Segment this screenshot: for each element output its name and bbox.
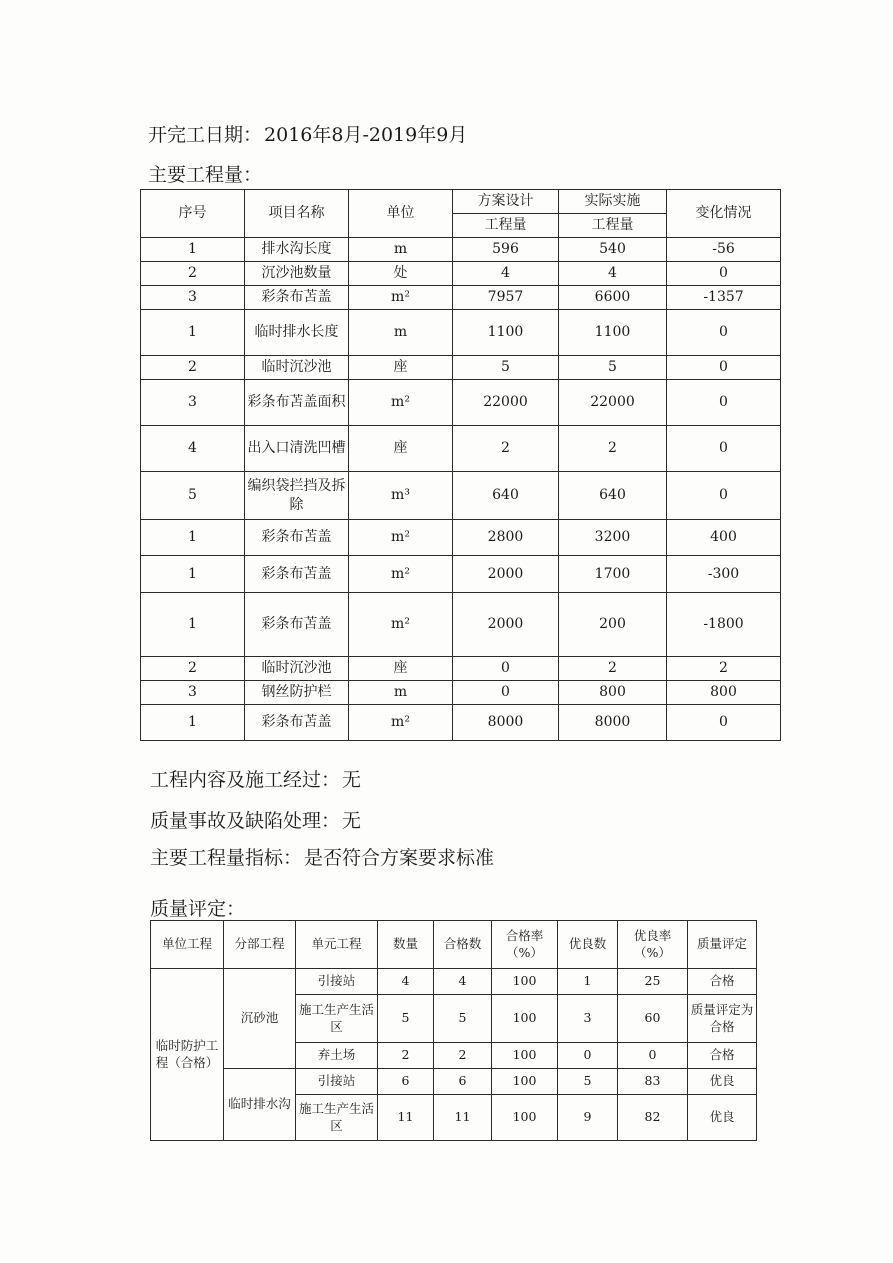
cell-seq: 1 xyxy=(141,705,245,741)
indicator-label: 主要工程量指标： xyxy=(150,847,303,869)
table-row xyxy=(141,426,781,472)
cell-name: 临时沉沙池 xyxy=(245,356,349,380)
header-design-bottom: 工程量 xyxy=(453,214,559,238)
table-row xyxy=(141,705,781,741)
cell-change: -1357 xyxy=(667,286,781,310)
work-dates-value: 2016年8月-2019年9月 xyxy=(264,124,468,146)
cell-actual: 4 xyxy=(559,262,667,286)
cell-change: 0 xyxy=(667,426,781,472)
cell-count: 11 xyxy=(378,1095,434,1141)
table-row xyxy=(141,380,781,426)
table-row xyxy=(141,593,781,657)
cell-exc-rate: 82 xyxy=(618,1095,688,1141)
cell-design: 0 xyxy=(453,681,559,705)
cell-seq: 2 xyxy=(141,657,245,681)
cell-count: 2 xyxy=(378,1043,434,1069)
cell-name: 临时沉沙池 xyxy=(245,657,349,681)
header-seq: 序号 xyxy=(141,190,245,238)
cell-name: 彩条布苫盖面积 xyxy=(245,380,349,426)
cell-actual: 2 xyxy=(559,426,667,472)
table-row xyxy=(141,472,781,520)
cell-seq: 1 xyxy=(141,310,245,356)
quantities-table xyxy=(140,189,781,741)
cell-unit: m xyxy=(349,681,453,705)
table-row xyxy=(141,310,781,356)
cell-qualified: 4 xyxy=(434,969,492,995)
cell-exc-rate: 60 xyxy=(618,995,688,1043)
q-header-qual-rate: 合格率（%） xyxy=(492,921,558,969)
q-header-exc-rate: 优良率（%） xyxy=(618,921,688,969)
q-header-element: 单元工程 xyxy=(296,921,378,969)
cell-qualified: 2 xyxy=(434,1043,492,1069)
cell-name: 彩条布苫盖 xyxy=(245,705,349,741)
table-row xyxy=(141,520,781,556)
cell-rating: 质量评定为合格 xyxy=(688,995,757,1043)
q-header-count: 数量 xyxy=(378,921,434,969)
cell-unit: 处 xyxy=(349,262,453,286)
cell-qual-rate: 100 xyxy=(492,1069,558,1095)
cell-design: 2 xyxy=(453,426,559,472)
cell-qualified: 5 xyxy=(434,995,492,1043)
cell-change: -300 xyxy=(667,556,781,593)
content-label: 工程内容及施工经过： xyxy=(150,769,341,791)
cell-count: 6 xyxy=(378,1069,434,1095)
table-row xyxy=(141,262,781,286)
cell-unit: m xyxy=(349,310,453,356)
cell-design: 1100 xyxy=(453,310,559,356)
quality-heading: 质量评定： xyxy=(150,898,246,920)
cell-design: 5 xyxy=(453,356,559,380)
cell-name: 临时排水长度 xyxy=(245,310,349,356)
cell-element: 弃土场 xyxy=(296,1043,378,1069)
cell-seq: 1 xyxy=(141,556,245,593)
cell-name: 排水沟长度 xyxy=(245,238,349,262)
cell-design: 2000 xyxy=(453,593,559,657)
cell-seq: 1 xyxy=(141,520,245,556)
header-actual-bottom: 工程量 xyxy=(559,214,667,238)
cell-seq: 4 xyxy=(141,426,245,472)
q-header-unit-project: 单位工程 xyxy=(151,921,224,969)
cell-design: 596 xyxy=(453,238,559,262)
cell-name: 出入口清洗凹槽 xyxy=(245,426,349,472)
table-row xyxy=(151,1069,757,1095)
cell-qual-rate: 100 xyxy=(492,1043,558,1069)
quantities-heading: 主要工程量： xyxy=(148,164,263,186)
header-unit: 单位 xyxy=(349,190,453,238)
cell-unit: m³ xyxy=(349,472,453,520)
quantities-table-body xyxy=(141,238,781,741)
header-name: 项目名称 xyxy=(245,190,349,238)
cell-seq: 1 xyxy=(141,238,245,262)
content-line xyxy=(150,765,361,792)
defects-label: 质量事故及缺陷处理： xyxy=(150,810,341,832)
cell-change: 2 xyxy=(667,657,781,681)
work-dates xyxy=(148,120,467,147)
header-design-top: 方案设计 xyxy=(453,190,559,214)
cell-unit: 座 xyxy=(349,426,453,472)
q-header-qualified: 合格数 xyxy=(434,921,492,969)
cell-actual: 5 xyxy=(559,356,667,380)
cell-name: 编织袋拦挡及拆除 xyxy=(245,472,349,520)
cell-change: 0 xyxy=(667,380,781,426)
cell-actual: 200 xyxy=(559,593,667,657)
cell-design: 2800 xyxy=(453,520,559,556)
table-row xyxy=(141,286,781,310)
cell-exc-rate: 83 xyxy=(618,1069,688,1095)
cell-element: 施工生产生活区 xyxy=(296,995,378,1043)
cell-design: 640 xyxy=(453,472,559,520)
cell-unit: m xyxy=(349,238,453,262)
cell-change: -1800 xyxy=(667,593,781,657)
cell-design: 2000 xyxy=(453,556,559,593)
work-dates-label: 开完工日期： xyxy=(148,124,263,146)
cell-qual-rate: 100 xyxy=(492,969,558,995)
table-row xyxy=(141,556,781,593)
cell-count: 5 xyxy=(378,995,434,1043)
cell-actual: 22000 xyxy=(559,380,667,426)
cell-change: 0 xyxy=(667,705,781,741)
cell-change: 0 xyxy=(667,310,781,356)
cell-qual-rate: 100 xyxy=(492,1095,558,1141)
cell-rating: 合格 xyxy=(688,969,757,995)
cell-element: 施工生产生活区 xyxy=(296,1095,378,1141)
cell-name: 彩条布苫盖 xyxy=(245,556,349,593)
table-row xyxy=(151,969,757,995)
cell-element: 引接站 xyxy=(296,969,378,995)
cell-name: 钢丝防护栏 xyxy=(245,681,349,705)
indicator-line xyxy=(150,843,494,870)
cell-actual: 800 xyxy=(559,681,667,705)
cell-unit: m² xyxy=(349,593,453,657)
cell-count: 4 xyxy=(378,969,434,995)
cell-actual: 1700 xyxy=(559,556,667,593)
cell-division: 临时排水沟 xyxy=(224,1069,296,1141)
cell-unit: m² xyxy=(349,286,453,310)
cell-change: 0 xyxy=(667,472,781,520)
cell-change: 0 xyxy=(667,262,781,286)
cell-rating: 合格 xyxy=(688,1043,757,1069)
cell-seq: 3 xyxy=(141,286,245,310)
cell-unit: m² xyxy=(349,380,453,426)
cell-qual-rate: 100 xyxy=(492,995,558,1043)
quality-table-body xyxy=(151,969,757,1141)
cell-unit: m² xyxy=(349,520,453,556)
cell-exc-rate: 0 xyxy=(618,1043,688,1069)
q-header-excellent: 优良数 xyxy=(558,921,618,969)
cell-change: 0 xyxy=(667,356,781,380)
quality-table xyxy=(150,920,757,1141)
cell-excellent: 5 xyxy=(558,1069,618,1095)
table-row xyxy=(141,356,781,380)
cell-excellent: 0 xyxy=(558,1043,618,1069)
cell-change: 400 xyxy=(667,520,781,556)
cell-design: 22000 xyxy=(453,380,559,426)
cell-actual: 3200 xyxy=(559,520,667,556)
cell-actual: 640 xyxy=(559,472,667,520)
cell-seq: 2 xyxy=(141,356,245,380)
cell-exc-rate: 25 xyxy=(618,969,688,995)
cell-unit: 座 xyxy=(349,356,453,380)
cell-unit-project: 临时防护工程（合格） xyxy=(151,969,224,1141)
cell-name: 彩条布苫盖 xyxy=(245,286,349,310)
cell-change: -56 xyxy=(667,238,781,262)
cell-seq: 3 xyxy=(141,681,245,705)
cell-unit: m² xyxy=(349,705,453,741)
defects-line xyxy=(150,806,361,833)
cell-unit: m² xyxy=(349,556,453,593)
indicator-value: 是否符合方案要求标准 xyxy=(304,847,495,869)
cell-actual: 8000 xyxy=(559,705,667,741)
cell-name: 彩条布苫盖 xyxy=(245,520,349,556)
header-actual-top: 实际实施 xyxy=(559,190,667,214)
cell-seq: 1 xyxy=(141,593,245,657)
cell-design: 0 xyxy=(453,657,559,681)
cell-excellent: 3 xyxy=(558,995,618,1043)
cell-excellent: 9 xyxy=(558,1095,618,1141)
cell-design: 7957 xyxy=(453,286,559,310)
q-header-division: 分部工程 xyxy=(224,921,296,969)
cell-element: 引接站 xyxy=(296,1069,378,1095)
cell-rating: 优良 xyxy=(688,1095,757,1141)
table-row xyxy=(141,238,781,262)
header-change: 变化情况 xyxy=(667,190,781,238)
cell-unit: 座 xyxy=(349,657,453,681)
cell-design: 8000 xyxy=(453,705,559,741)
cell-change: 800 xyxy=(667,681,781,705)
cell-name: 沉沙池数量 xyxy=(245,262,349,286)
cell-actual: 540 xyxy=(559,238,667,262)
cell-seq: 3 xyxy=(141,380,245,426)
defects-value: 无 xyxy=(342,810,362,832)
cell-actual: 1100 xyxy=(559,310,667,356)
cell-division: 沉砂池 xyxy=(224,969,296,1069)
cell-actual: 2 xyxy=(559,657,667,681)
table-row xyxy=(141,657,781,681)
cell-name: 彩条布苫盖 xyxy=(245,593,349,657)
q-header-rating: 质量评定 xyxy=(688,921,757,969)
cell-excellent: 1 xyxy=(558,969,618,995)
cell-qualified: 11 xyxy=(434,1095,492,1141)
content-value: 无 xyxy=(342,769,362,791)
cell-seq: 2 xyxy=(141,262,245,286)
cell-actual: 6600 xyxy=(559,286,667,310)
cell-rating: 优良 xyxy=(688,1069,757,1095)
cell-seq: 5 xyxy=(141,472,245,520)
cell-design: 4 xyxy=(453,262,559,286)
table-row xyxy=(141,681,781,705)
cell-qualified: 6 xyxy=(434,1069,492,1095)
